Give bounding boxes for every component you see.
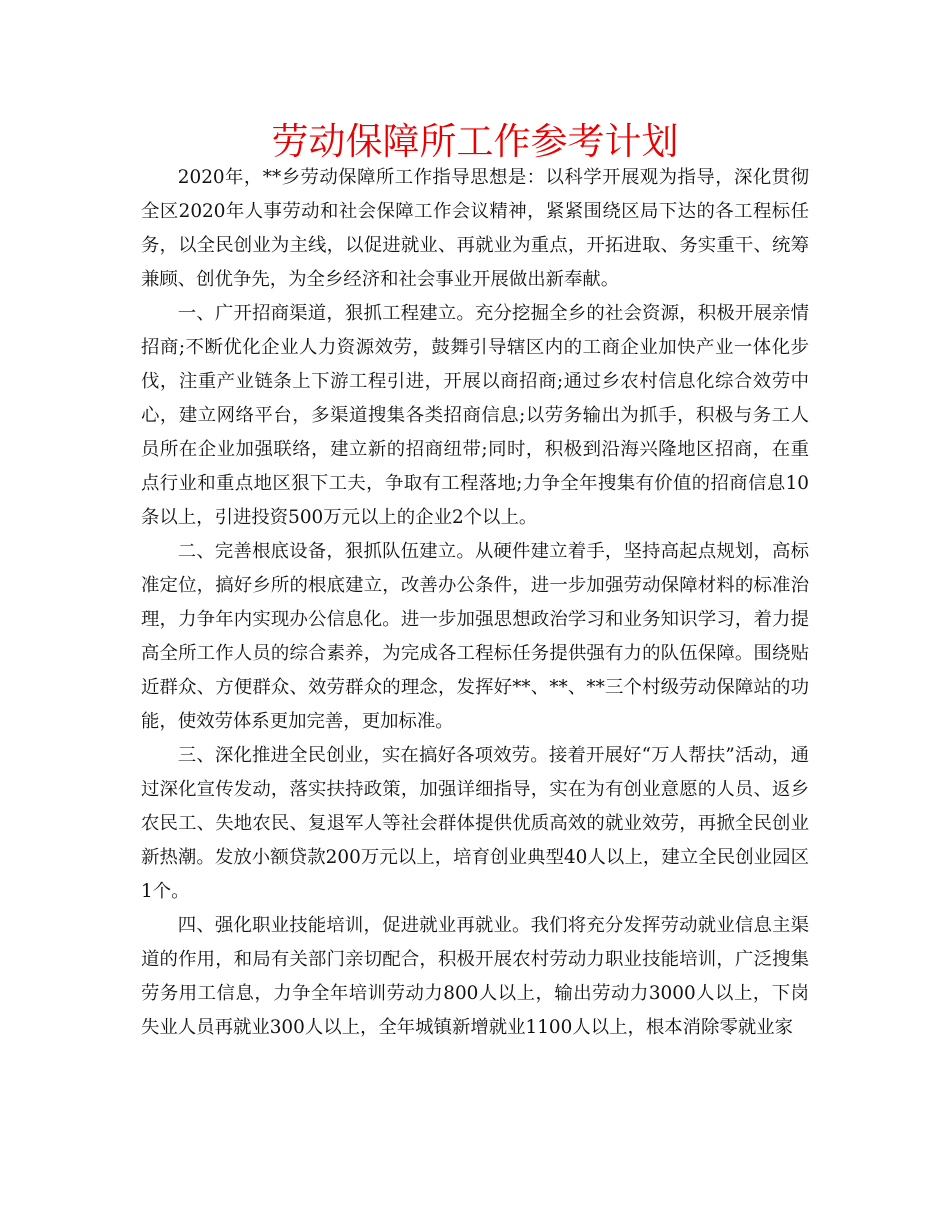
paragraph-section-4: 四、强化职业技能培训，促进就业再就业。我们将充分发挥劳动就业信息主渠道的作用，和局有关部门亲切配合，积极开展农村劳动力职业技能培训，广泛搜集劳务用工信息，力争全年培训劳动力800人以上，输出劳动力3000人以上，下岗失业人员再就业300人以上，全年城镇新增就业1100人以上，根本消除零就业家 <box>141 915 809 1038</box>
paragraph-intro: 2020年，**乡劳动保障所工作指导思想是：以科学开展观为指导，深化贯彻全区2020年人事劳动和社会保障工作会议精神，紧紧围绕区局下达的各工程标任务，以全民创业为主线，以促进就业、再就业为重点，开拓进取、务实重干、统筹兼顾、创优争先，为全乡经济和社会事业开展做出新奉献。 <box>141 167 809 290</box>
paragraph-section-1: 一、广开招商渠道，狠抓工程建立。充分挖掘全乡的社会资源，积极开展亲情招商;不断优化企业人力资源效劳，鼓舞引导辖区内的工商企业加快产业一体化步伐，注重产业链条上下游工程引进，开展以商招商;通过乡农村信息化综合效劳中心，建立网络平台，多渠道搜集各类招商信息;以劳务输出为抓手，积极与务工人员所在企业加强联络，建立新的招商纽带;同时，积极到沿海兴隆地区招商，在重点行业和重点地区狠下工夫，争取有工程落地;力争全年搜集有价值的招商信息10条以上，引进投资500万元以上的企业2个以上。 <box>141 303 809 528</box>
document-title: 劳动保障所工作参考计划 <box>271 120 679 163</box>
document-body <box>141 161 809 1045</box>
paragraph-section-2: 二、完善根底设备，狠抓队伍建立。从硬件建立着手，坚持高起点规划，高标准定位，搞好乡所的根底建立，改善办公条件，进一步加强劳动保障材料的标准治理，力争年内实现办公信息化。进一步加强思想政治学习和业务知识学习，着力提高全所工作人员的综合素养，为完成各工程标任务提供强有力的队伍保障。围绕贴近群众、方便群众、效劳群众的理念，发挥好**、**、**三个村级劳动保障站的功能，使效劳体系更加完善，更加标准。 <box>141 541 809 732</box>
paragraph-section-3: 三、深化推进全民创业，实在搞好各项效劳。接着开展好“万人帮扶”活动，通过深化宣传发动，落实扶持政策，加强详细指导，实在为有创业意愿的人员、返乡农民工、失地农民、复退军人等社会群体提供优质高效的就业效劳，再掀全民创业新热潮。发放小额贷款200万元以上，培育创业典型40人以上，建立全民创业园区1个。 <box>141 745 809 902</box>
